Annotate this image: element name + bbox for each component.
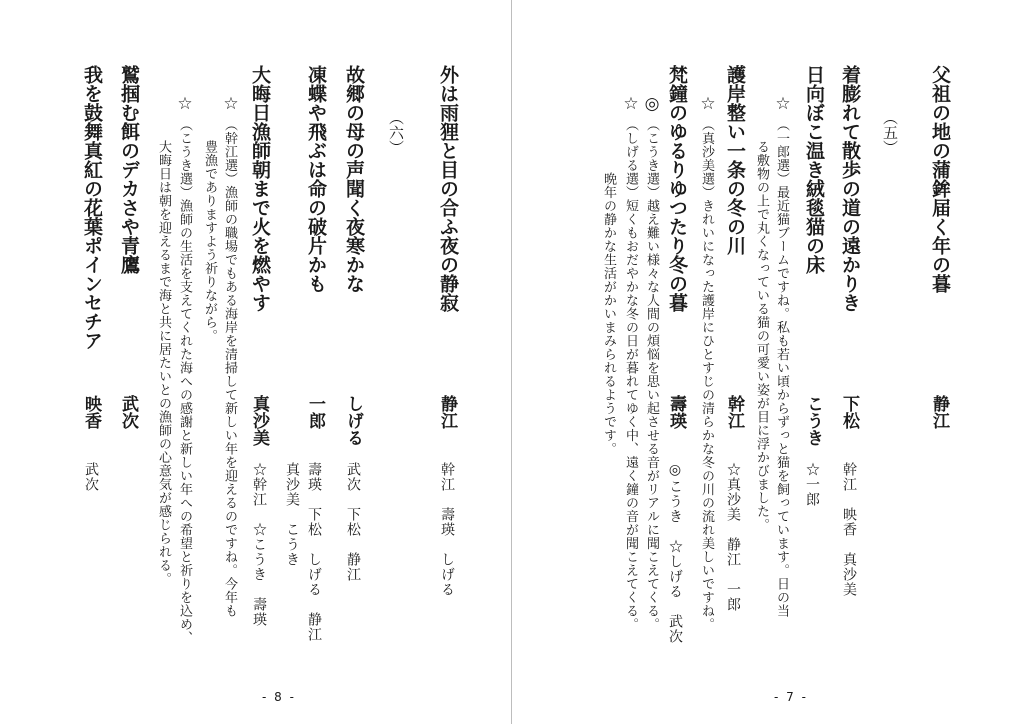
voters-3: ☆幹江 ☆こうき 壽瑛 — [251, 462, 267, 627]
page-number: - 7 - — [774, 690, 808, 704]
haiku-3: 大晦日漁師朝まで火を燃やす — [249, 65, 271, 312]
comment-kanae-2: 豊漁でありますよう祈りながら。 — [202, 140, 217, 343]
comment-kouki: （こうき選）漁師の生活を支えてくれた海への感謝と新しい年への希望と祈りを込め、 — [177, 118, 192, 645]
comment-shigeru: （しげる選）短くもおだやかな冬の日が暮れてゆく中、遠く鐘の音が聞こえてくる。 — [623, 118, 638, 631]
comment-kouki-2: 大晦日は朝を迎えるまで海と共に居たいとの漁師の心意気が感じられる。 — [156, 140, 171, 586]
star-mark-kanae: ☆ — [221, 94, 241, 114]
section-6: （六） — [387, 110, 405, 155]
comment-masami: （真沙美選）きれいになった護岸にひとすじの清らかな冬の川の流れ美しいですね。 — [699, 118, 714, 631]
author-3: 幹江 — [724, 395, 744, 429]
comment-ichiro-2: る敷物の上で丸くなっている猫の可愛い姿が目に浮かびました。 — [754, 140, 769, 532]
voters-2: 壽瑛 下松 しげる 静江 — [306, 462, 322, 642]
voters-1: 幹江 映香 真沙美 — [841, 462, 857, 597]
haiku-4: 鷲掴む餌のデカさや青鷹 — [118, 65, 140, 274]
comment-kanae: （幹江選）漁師の職場でもある海岸を清掃して新しい年を迎えるのですね。今年も — [222, 118, 237, 618]
double-circle-mark-kouki: ◎ — [642, 94, 662, 114]
page-7 — [512, 0, 1024, 724]
author-4: 武次 — [118, 395, 138, 429]
comment-shigeru-2: 晩年の静かな生活がかいまみられるようです。 — [601, 172, 616, 456]
star-mark-kouki: ☆ — [175, 94, 195, 114]
author-1: しげる — [343, 395, 363, 446]
haiku-2: 凍蝶や飛ぶは命の破片かも — [305, 65, 327, 293]
comment-ichiro: （一郎選）最近猫ブームですね。私も若い頃からずっと猫を飼っています。日の当 — [774, 118, 789, 618]
voters-5: 武次 — [83, 462, 99, 492]
voters-1: 武次 下松 静江 — [345, 462, 361, 582]
author-4: 壽瑛 — [666, 395, 686, 429]
star-mark-shigeru: ☆ — [621, 94, 641, 114]
voters-4: ◎こうき ☆しげる 武次 — [667, 462, 683, 644]
comment-kouki: （こうき選）越え難い様々な人間の煩悩を思い起させる音がリアルに聞こえてくる。 — [644, 118, 659, 631]
haiku-1: 着膨れて散歩の道の遠かりき — [839, 65, 861, 312]
voters-3: ☆真沙美 静江 一郎 — [725, 462, 741, 612]
voters-2b: 真沙美 こうき — [284, 462, 300, 567]
page-number: - 8 - — [262, 690, 296, 704]
haiku-4: 梵鐘のゆるりゆつたり冬の暮 — [666, 65, 688, 312]
haiku-1: 故郷の母の声聞く夜寒かな — [343, 65, 365, 293]
author-1: 下松 — [839, 395, 859, 429]
author-3: 真沙美 — [249, 395, 269, 446]
author-5: 映香 — [81, 395, 101, 429]
section-5: （五） — [881, 110, 899, 155]
haiku-3: 護岸整い一条の冬の川 — [724, 65, 746, 255]
author-lead: 静江 — [437, 395, 457, 429]
haiku-5: 我を鼓舞真紅の花葉ポインセチア — [81, 65, 103, 350]
voters-lead: 幹江 壽瑛 しげる — [439, 462, 455, 597]
haiku-2: 日向ぼこ温き絨毯猫の床 — [803, 65, 825, 274]
star-mark-masami: ☆ — [698, 94, 718, 114]
star-mark-ichiro: ☆ — [773, 94, 793, 114]
author-2: 一郎 — [305, 395, 325, 429]
haiku-lead: 父祖の地の蒲鉾届く年の暮 — [929, 65, 951, 293]
voters-2: ☆一郎 — [804, 462, 820, 507]
author-2: こうき — [803, 395, 823, 446]
haiku-lead: 外は雨狸と目の合ふ夜の静寂 — [437, 65, 459, 312]
author-lead: 静江 — [929, 395, 949, 429]
